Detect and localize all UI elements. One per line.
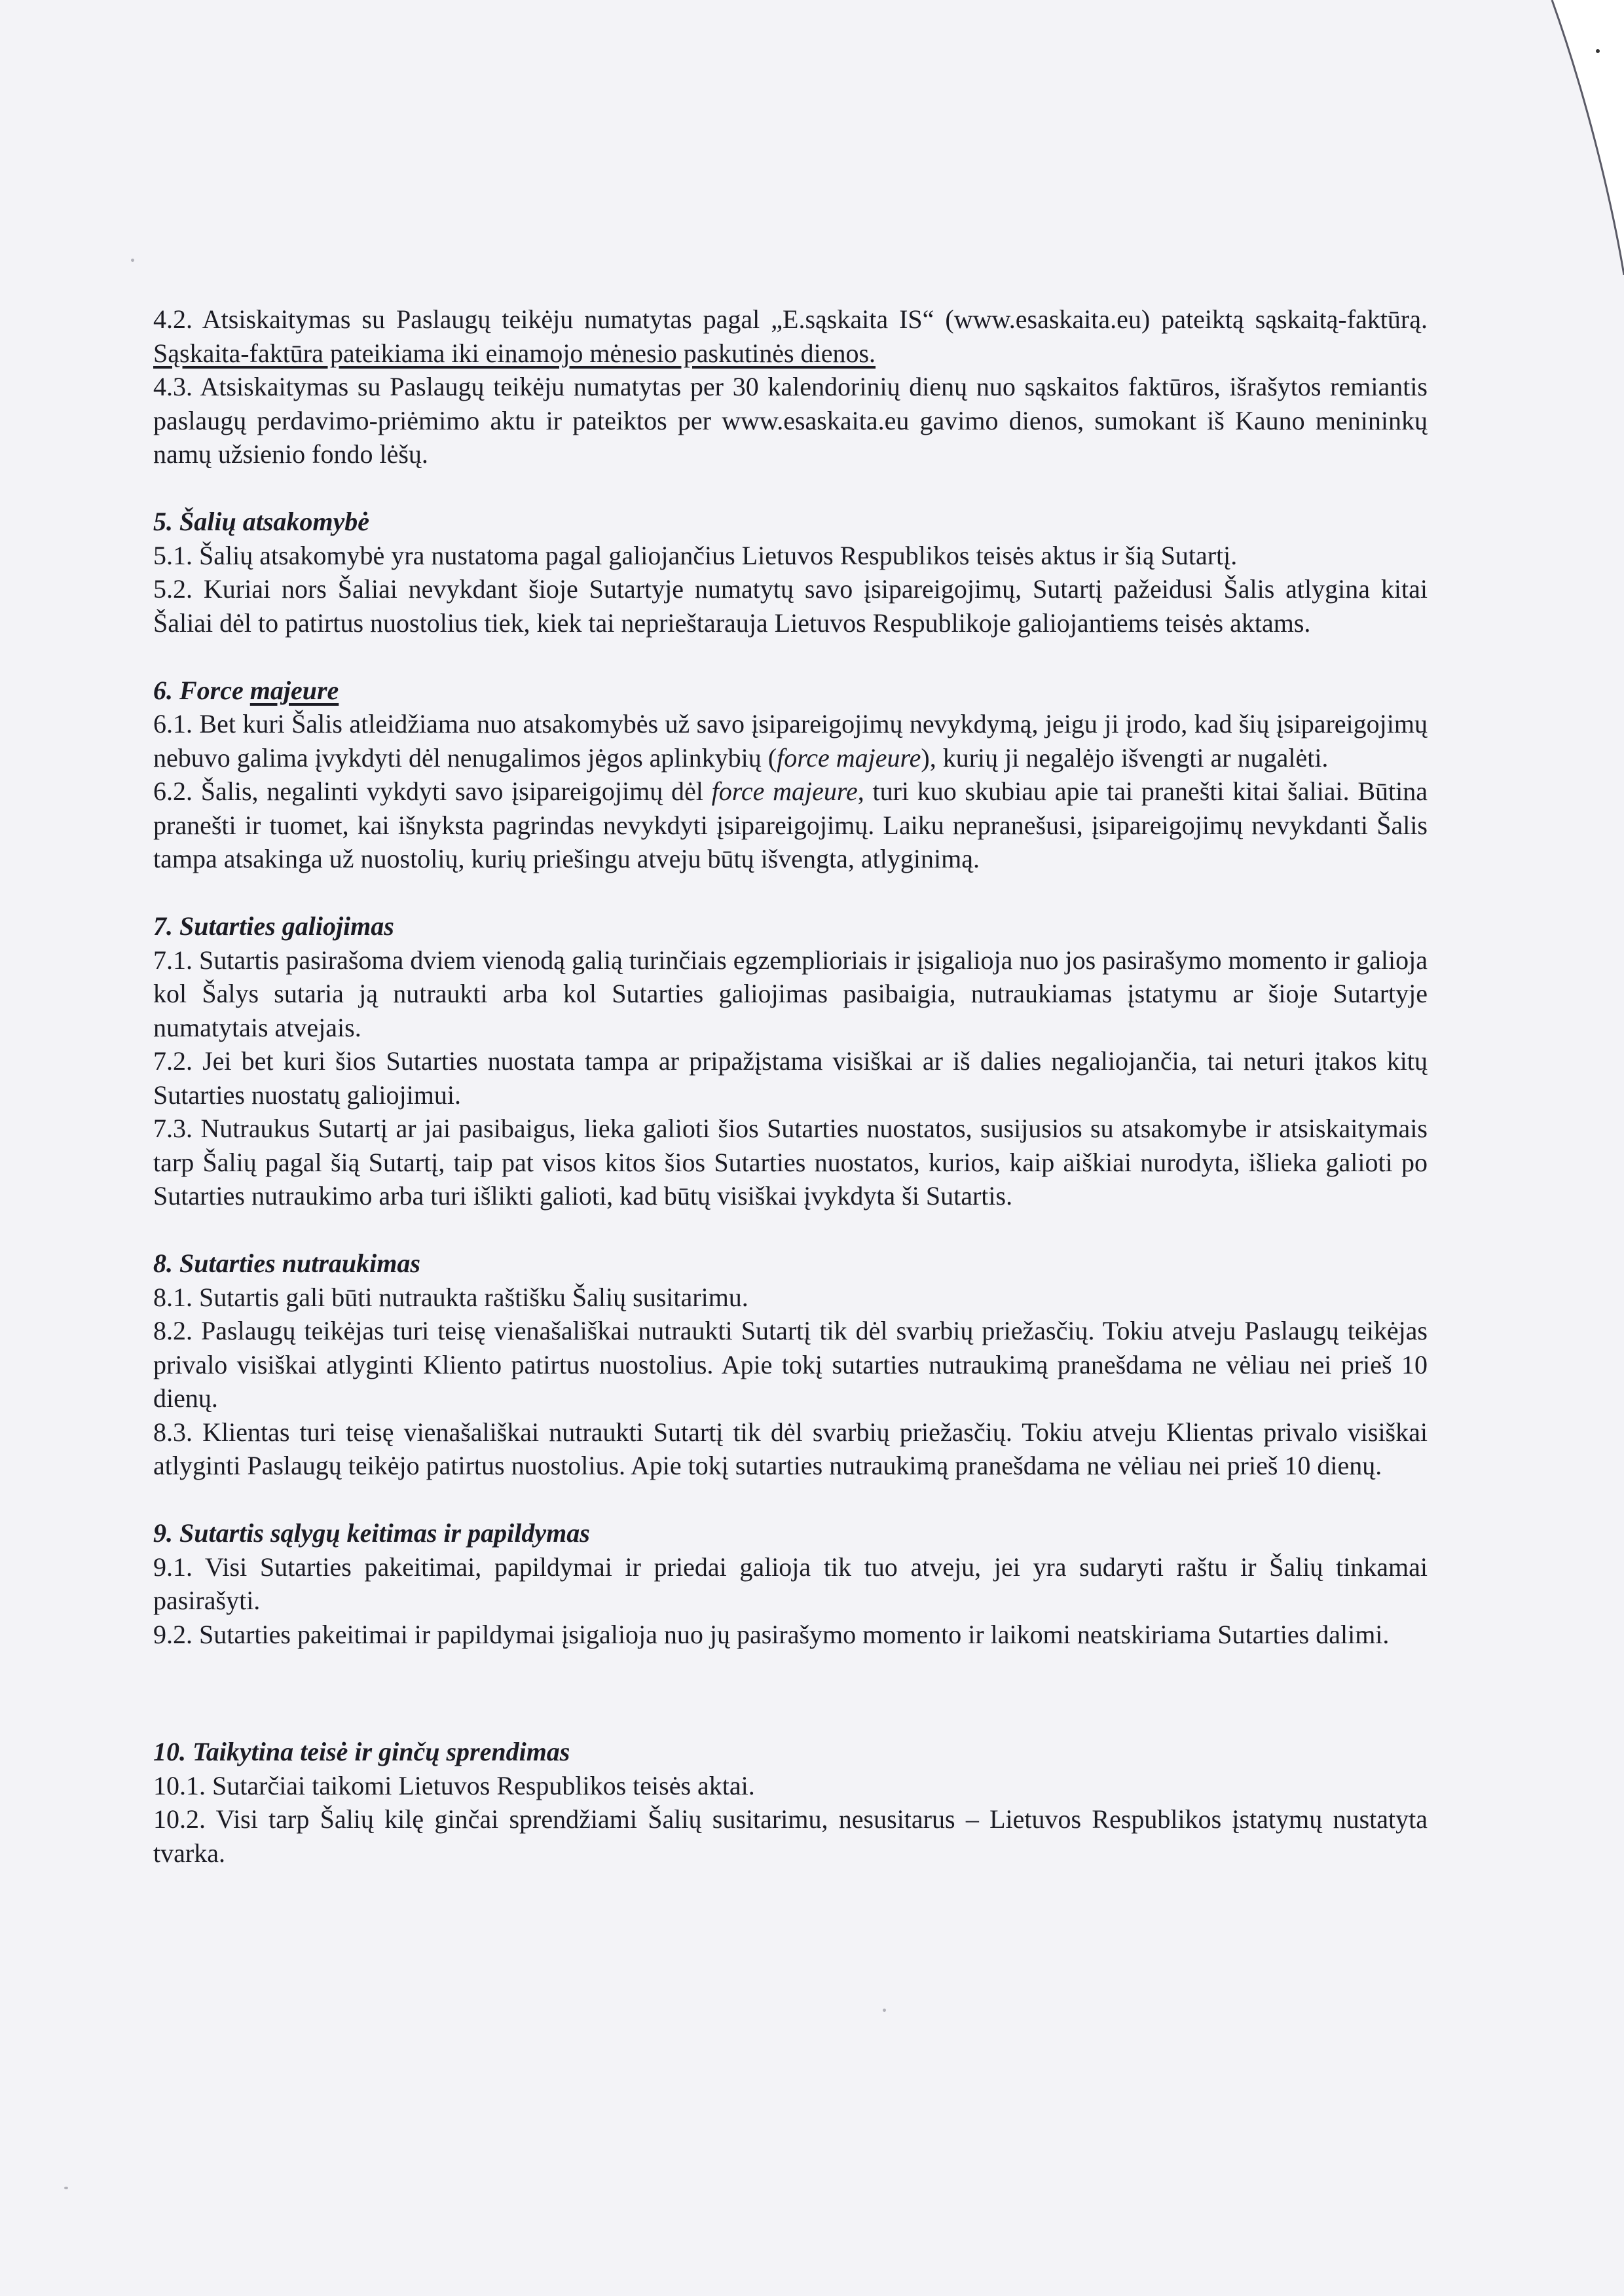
section-5-title: 5. Šalių atsakomybė	[153, 507, 370, 536]
clause-4-2-text: 4.2. Atsiskaitymas su Paslaugų teikėju numatytas pagal „E.sąskaita IS“ (www.esaskaita.eu) pateiktą sąskaitą-faktūrą.	[153, 304, 1428, 334]
section-6-title-text: 6. Force	[153, 675, 250, 705]
section-7-title: 7. Sutarties galiojimas	[153, 911, 394, 941]
clause-5-1: 5.1. Šalių atsakomybė yra nustatoma pagal galiojančius Lietuvos Respublikos teisės aktus ir šią Sutartį.	[153, 540, 1238, 570]
clause-6-2-italic: force majeure	[711, 776, 858, 806]
clause-7-1: 7.1. Sutartis pasirašoma dviem vienodą galią turinčiais egzemplioriais ir įsigalioja nuo jos pasirašymo momento ir galioja kol Šalys sutaria ją nutraukti arba kol Sutarties galiojimas pasibaigia, nutraukiamas įstatymu ar šioje Sutartyje numatytais atvejais.	[153, 945, 1428, 1042]
clause-10-2: 10.2. Visi tarp Šalių kilę ginčai sprendžiami Šalių susitarimu, nesusitarus – Lietuvos Respublikos įstatymų nustatyta tvarka.	[153, 1804, 1428, 1868]
clause-8-2: 8.2. Paslaugų teikėjas turi teisę vienašališkai nutraukti Sutartį tik dėl svarbių priežasčių. Tokiu atveju Paslaugų teikėjas privalo visiškai atlyginti Kliento patirtus nuostolius. Apie tokį sutarties nutraukimą pranešdama ne vėliau nei prieš 10 dienų.	[153, 1316, 1428, 1413]
clause-6-1	[153, 707, 1428, 774]
clause-4-2-underlined: Sąskaita-faktūra pateikiama iki einamojo mėnesio paskutinės dienos.	[153, 338, 876, 368]
clause-6-1-text-b: ), kurių ji negalėjo išvengti ar nugalėti.	[921, 742, 1329, 773]
clause-8-1: 8.1. Sutartis gali būti nutraukta raštišku Šalių susitarimu.	[153, 1282, 748, 1312]
spacer	[153, 640, 1428, 674]
clause-6-2-text-a: 6.2. Šalis, negalinti vykdyti savo įsipareigojimų dėl	[153, 776, 712, 806]
section-6-title	[153, 674, 1428, 708]
section-9-title: 9. Sutartis sąlygų keitimas ir papildymas	[153, 1518, 590, 1548]
clause-6-2-text-b: , turi kuo skubiau apie tai pranešti kitai šaliai. Būtina pranešti ir tuomet, kai išnyksta pagrindas nevykdyti įsipareigojimų. Laiku nepranešusi, įsipareigojimų nevykdanti Šalis tampa atsakinga už nuostolių, kurių priešingu atveju būtų išvengta, atlyginimą.	[153, 776, 1428, 873]
scan-speck	[883, 2009, 886, 2012]
clause-8-3: 8.3. Klientas turi teisę vienašališkai nutraukti Sutartį tik dėl svarbių priežasčių. Tokiu atveju Klientas privalo visiškai atlyginti Paslaugų teikėjo patirtus nuostolius. Apie tokį sutarties nutraukimą pranešdama ne vėliau nei prieš 10 dienų.	[153, 1417, 1428, 1480]
clause-7-3: 7.3. Nutraukus Sutartį ar jai pasibaigus, lieka galioti šios Sutarties nuostatos, susijusios su atsakomybe ir atsiskaitymais tarp Šalių pagal šią Sutartį, taip pat visos kitos šios Sutarties nuostatos, kurios, kaip aiškiai nurodyta, išlieka galioti po Sutarties nutraukimo arba turi išlikti galioti, kad būtų visiškai įvykdyta ši Sutartis.	[153, 1114, 1428, 1211]
clause-4-3: 4.3. Atsiskaitymas su Paslaugų teikėju numatytas per 30 kalendorinių dienų nuo sąskaitos faktūros, išrašytos remiantis paslaugų perdavimo-priėmimo aktu ir pateiktos per www.esaskaita.eu gavimo dienos, sumokant iš Kauno menininkų namų užsienio fondo lėšų.	[153, 372, 1428, 469]
scan-speck	[64, 2187, 68, 2189]
section-6-title-underlined: majeure	[249, 675, 339, 705]
clause-5-2: 5.2. Kuriai nors Šaliai nevykdant šioje Sutartyje numatytų savo įsipareigojimų, Sutartį pažeidusi Šalis atlygina kitai Šaliai dėl to patirtus nuostolius tiek, kiek tai neprieštarauja Lietuvos Respublikoje galiojantiems teisės aktams.	[153, 574, 1428, 638]
scan-speck	[131, 259, 134, 262]
clause-6-1-text-a: 6.1. Bet kuri Šalis atleidžiama nuo atsakomybės už savo įsipareigojimų nevykdymą, jeigu ji įrodo, kad šių įsipareigojimų nebuvo galima įvykdyti dėl nenugalimos jėgos aplinkybių (	[153, 709, 1428, 773]
spacer	[153, 471, 1428, 505]
spacer	[153, 1213, 1428, 1247]
document-body	[153, 302, 1428, 1870]
spacer	[153, 1651, 1428, 1735]
clause-7-2: 7.2. Jei bet kuri šios Sutarties nuostata tampa ar pripažįstama visiškai ar iš dalies negaliojančia, tai neturi įtakos kitų Sutarties nuostatų galiojimui.	[153, 1046, 1428, 1110]
section-8-title: 8. Sutarties nutraukimas	[153, 1248, 420, 1278]
clause-9-2: 9.2. Sutarties pakeitimai ir papildymai įsigalioja nuo jų pasirašymo momento ir laikomi neatskiriama Sutarties dalimi.	[153, 1619, 1390, 1649]
clause-4-2	[153, 302, 1428, 370]
clause-10-1: 10.1. Sutarčiai taikomi Lietuvos Respublikos teisės aktai.	[153, 1770, 755, 1800]
clause-6-2	[153, 774, 1428, 876]
clause-6-1-italic: force majeure	[777, 742, 921, 773]
page-corner-shadow	[1532, 0, 1624, 275]
clause-9-1: 9.1. Visi Sutarties pakeitimai, papildymai ir priedai galioja tik tuo atveju, jei yra sudaryti raštu ir Šalių tinkamai pasirašyti.	[153, 1552, 1428, 1615]
spacer	[153, 876, 1428, 910]
spacer	[153, 1483, 1428, 1517]
section-10-title: 10. Taikytina teisė ir ginčų sprendimas	[153, 1737, 570, 1766]
